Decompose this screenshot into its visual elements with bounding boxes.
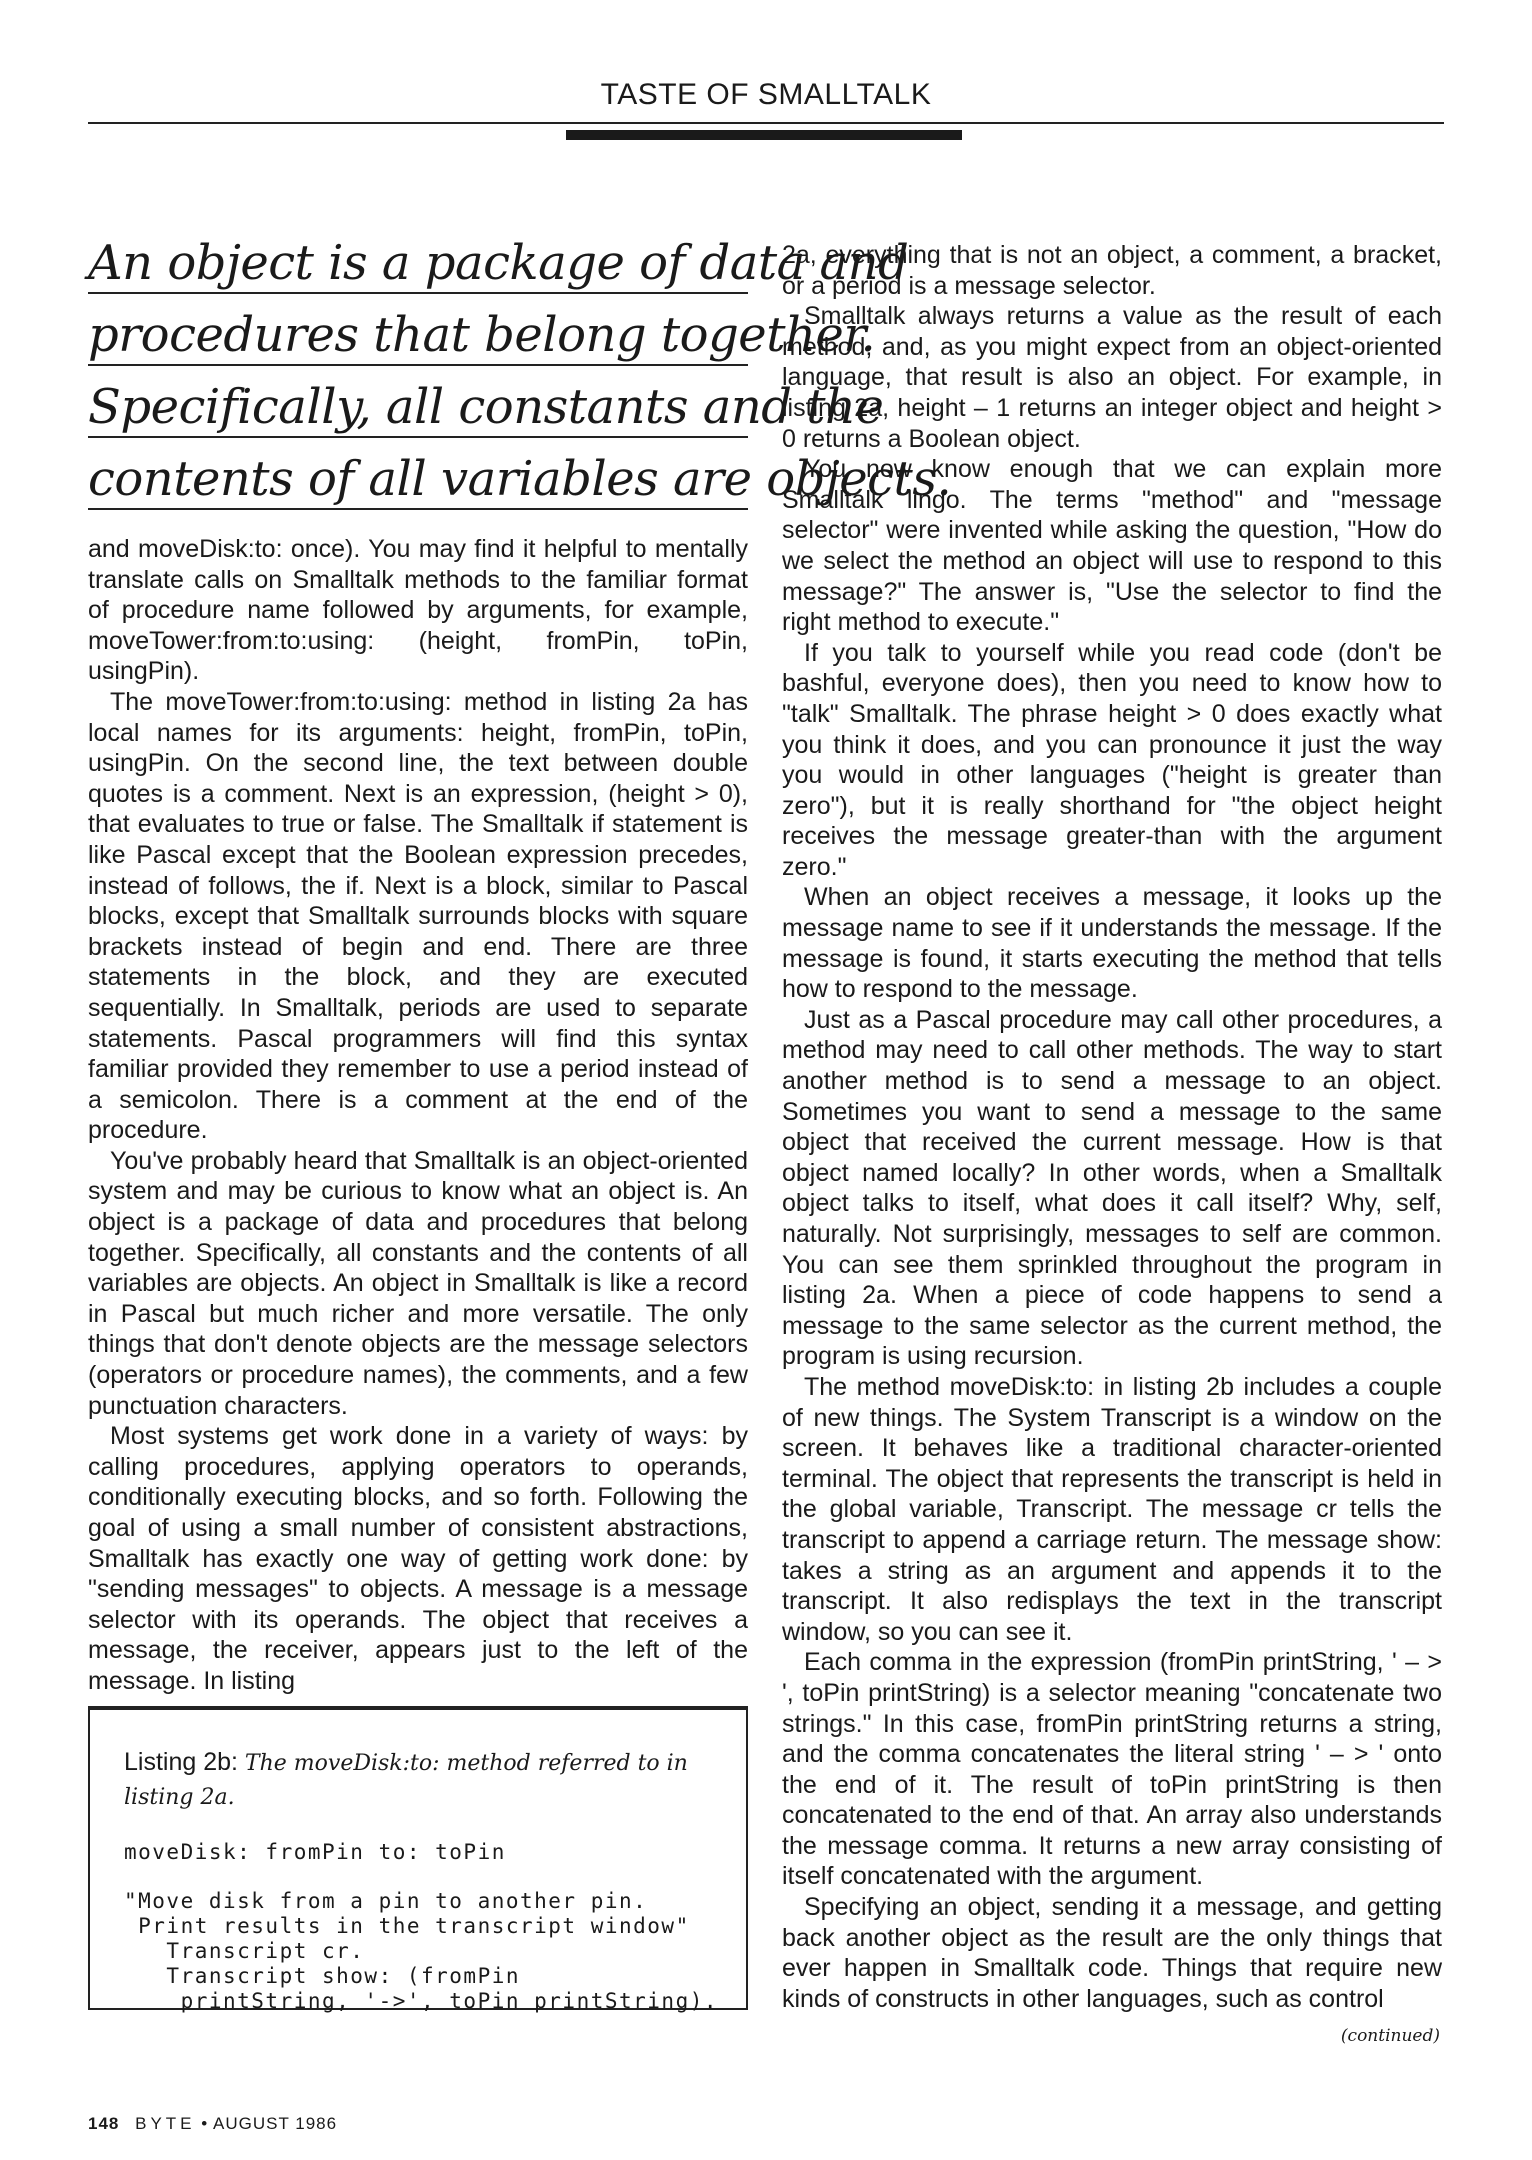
listing-caption-text: The moveDisk:to: method referred to in listing 2a. <box>124 1751 688 1810</box>
paragraph: If you talk to yourself while you read code (don't be bashful, everyone does), then you need to know how to "talk" Smalltalk. The phrase height > 0 does exactly what you think it does, and you can pronounce it just the way you would in other languages ("height is greater than zero"), but it is really shorthand for "the object height receives the message greater-than with the argument zero." <box>782 638 1442 881</box>
paragraph: You now know enough that we can explain more Smalltalk lingo. The terms "method" and "message selector" were invented while asking the question, "How do we select the method an object will use to respond to this message?" The answer is, "Use the selector to find the right method to execute." <box>782 455 1442 637</box>
paragraph: The method moveDisk:to: in listing 2b includes a couple of new things. The System Transcript is a window on the screen. It behaves like a traditional character-oriented terminal. The object that represents the transcript is held in the global variable, Transcript. The message cr tells the transcript to append a carriage return. The message show: takes a string as an argument and appends it to the transcript. It also redisplays the text in the transcript window, so you can see it. <box>782 1372 1442 1646</box>
running-head: TASTE OF SMALLTALK <box>600 78 932 111</box>
code-block <box>124 1840 724 2014</box>
pull-quote-line: Specifically, all constants and the <box>88 378 748 438</box>
left-column-text <box>88 534 748 1697</box>
listing-caption-label: Listing 2b: <box>124 1748 245 1776</box>
code-line: "Move disk from a pin to another pin. <box>124 1889 648 1913</box>
paragraph: You've probably heard that Smalltalk is an object-oriented system and may be curious to know what an object is. An object is a package of data and procedures that belong together. Specifically, all constants and the contents of all variables are objects. An object in Smalltalk is like a record in Pascal but much richer and more versatile. The only things that don't denote objects are the message selectors (operators or procedure names), the comments, and a few punctuation characters. <box>88 1146 748 1420</box>
paragraph: Just as a Pascal procedure may call other procedures, a method may need to call other methods. The way to start another method is to send a message to an object. Sometimes you want to send a message to the same object that received the current message. How is that object named locally? In other words, when a Smalltalk object talks to itself, what does it call itself? Why, self, naturally. Not surprisingly, messages to self are common. You can see them sprinkled throughout the program in listing 2a. When a piece of code happens to send a message to the same selector as the current method, the program is using recursion. <box>782 1005 1442 1371</box>
paragraph: Most systems get work done in a variety of ways: by calling procedures, applying operators to operands, conditionally executing blocks, and so forth. Following the goal of using a small number of consistent abstractions, Smalltalk has exactly one way of getting work done: by "sending messages" to objects. A message is a message selector with its operands. The object that receives a message, the receiver, appears just to the left of the message. In listing <box>88 1422 748 1695</box>
code-line: Print results in the transcript window" <box>124 1914 690 1938</box>
pull-quote-line: contents of all variables are objects. <box>88 450 748 510</box>
paragraph: Smalltalk always returns a value as the result of each method, and, as you might expect from an object-oriented language, that result is also an object. For example, in listing 2a, height – 1 returns an integer object and height > 0 returns a Boolean object. <box>782 302 1442 453</box>
code-line: Transcript cr. <box>124 1939 365 1963</box>
paragraph: and moveDisk:to: once). You may find it helpful to mentally translate calls on Smalltalk methods to the familiar format of procedure name followed by arguments, for example, moveTower:from:to:using: (height, fromPin, toPin, usingPin). <box>88 535 748 686</box>
paragraph: Specifying an object, sending it a message, and getting back another object as the result are the only things that ever happen in Smalltalk code. Things that require new kinds of constructs in other languages, such as control <box>782 1893 1442 2013</box>
pull-quote <box>88 234 952 522</box>
continued-label: (continued) <box>1340 2026 1440 2046</box>
issue-date: AUGUST 1986 <box>213 2114 338 2133</box>
page-footer <box>88 2114 337 2134</box>
paragraph: The moveTower:from:to:using: method in listing 2a has local names for its arguments: height, fromPin, toPin, usingPin. On the second line, the text between double quotes is a comment. Next is an expression, (height > 0), that evaluates to true or false. The Smalltalk if statement is like Pascal except that the Boolean expression precedes, instead of follows, the if. Next is a block, similar to Pascal blocks, except that Smalltalk surrounds blocks with square brackets instead of begin and end. There are three statements in the block, and they are executed sequentially. In Smalltalk, periods are used to separate statements. Pascal programmers will find this syntax familiar provided they remember to use a period instead of a semicolon. There is a comment at the end of the procedure. <box>88 687 748 1145</box>
code-line: Transcript show: (fromPin <box>124 1964 521 1988</box>
code-line: moveDisk: fromPin to: toPin <box>124 1840 506 1864</box>
paragraph: 2a, everything that is not an object, a comment, a bracket, or a period is a message selector. <box>782 241 1442 300</box>
footer-separator: • <box>201 2114 209 2133</box>
header-rule <box>88 122 1444 124</box>
code-listing-box <box>88 1706 748 2013</box>
magazine-name: BYTE <box>135 2114 196 2133</box>
pull-quote-line: An object is a package of data and <box>88 234 748 294</box>
header-bar <box>566 130 962 140</box>
page-number: 148 <box>88 2114 120 2133</box>
pull-quote-line: procedures that belong together. <box>88 306 748 366</box>
paragraph: Each comma in the expression (fromPin printString, ' – > ', toPin printString) is a selector meaning "concatenate two strings." In this case, fromPin printString returns a string, and the comma concatenates the literal string ' – > ' onto the end of it. The result of toPin printString is then concatenated to the end of that. An array also understands the message comma. It returns a new array consisting of itself concatenated with the argument. <box>782 1648 1442 1891</box>
right-column-text <box>782 240 1442 2014</box>
code-line: printString, '->', toPin printString). <box>124 1989 719 2013</box>
paragraph: When an object receives a message, it looks up the message name to see if it understands the message. If the message is found, it starts executing the method that tells how to respond to the message. <box>782 883 1442 1004</box>
listing-caption <box>124 1746 724 1814</box>
